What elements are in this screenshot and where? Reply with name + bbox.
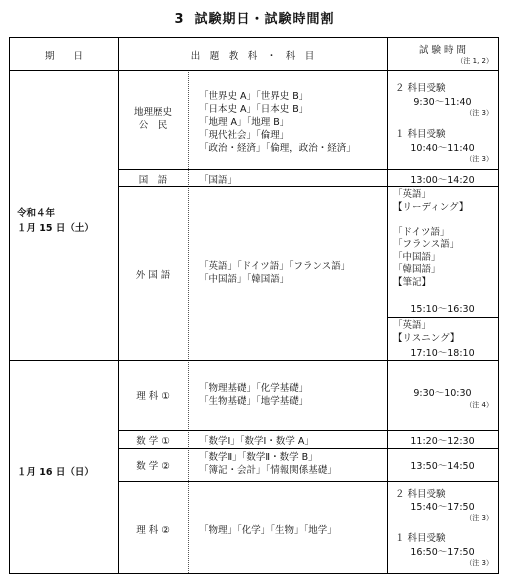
time-rika2-2-note: （注 3）: [465, 514, 493, 522]
subjects-sugaku1: 「数学Ⅰ」「数学Ⅰ・数学 A」: [199, 436, 314, 447]
time-chireki-2: 9:30〜11:40: [413, 97, 472, 108]
time-sugaku2: 13:50〜14:50: [410, 461, 475, 472]
section-number: 3: [174, 12, 185, 27]
time-chireki-1: 10:40〜11:40: [410, 143, 475, 154]
category-kokugo: 国 語: [138, 175, 168, 186]
day1-date: 令和４年 １月 15 日（土）: [17, 208, 94, 234]
category-sugaku1: 数 学 ①: [136, 436, 170, 447]
subjects-gaikokugo: 「英語」「ドイツ語」「フランス語」 「中国語」「韓国語」: [199, 261, 351, 285]
subjects-sugaku2: 「数学Ⅱ」「数学Ⅱ・数学 B」 「簿記・会計」「情報関係基礎」: [199, 452, 337, 476]
section-title: 試験期日・試験時間割: [194, 12, 335, 27]
time-gaikokugo-a: 15:10〜16:30: [410, 304, 475, 315]
schedule-table: [9, 37, 499, 574]
category-rika1: 理 科 ①: [136, 391, 170, 402]
time-rika2-1-label: １ 科目受験: [395, 533, 446, 544]
category-chireki-komin: 地理歴史 公 民: [133, 107, 172, 131]
time-chireki-2-note: （注 3）: [465, 109, 493, 117]
time-rika2-1-note: （注 3）: [465, 559, 493, 567]
subjects-chireki-komin: 「世界史 A」「世界史 B」 「日本史 A」「日本史 B」 「地理 A」「地理 B」 「現代社会」「倫理」 「政治・経済」「倫理，政治・経済」: [199, 91, 356, 154]
time-rika2-1: 16:50〜17:50: [410, 547, 475, 558]
category-gaikokugo: 外 国 語: [135, 270, 171, 281]
time-chireki-1-note: （注 3）: [465, 155, 493, 163]
header-time-note: （注 1, 2）: [456, 57, 493, 65]
category-rika2: 理 科 ②: [136, 525, 170, 536]
time-rika1-note: （注 4）: [465, 401, 493, 409]
time-gaikokugo-b: 17:10〜18:10: [410, 348, 475, 359]
time-rika1: 9:30〜10:30: [413, 388, 472, 399]
subjects-kokugo: 「国語」: [199, 175, 238, 186]
time-gaikokugo-a-lines: 「英語」 【リーディング】 「ドイツ語」 「フランス語」 「中国語」 「韓国語」 【筆記】: [393, 189, 469, 288]
subjects-rika2: 「物理」「化学」「生物」「地学」: [199, 525, 337, 536]
category-sugaku2: 数 学 ②: [136, 461, 170, 472]
time-chireki-1-label: １ 科目受験: [395, 129, 446, 140]
time-rika2-2-label: ２ 科目受験: [395, 489, 446, 500]
day2-date: １月 16 日（日）: [17, 467, 94, 478]
time-chireki-2-label: ２ 科目受験: [395, 83, 446, 94]
subjects-rika1: 「物理基礎」「化学基礎」 「生物基礎」「地学基礎」: [199, 383, 309, 407]
header-subjects: 出 題 教 科 ・ 科 目: [190, 51, 315, 62]
header-time: 試 験 時 間: [418, 45, 467, 56]
time-gaikokugo-b-lines: 「英語」 【リスニング】: [393, 320, 460, 344]
header-date: 期 日: [44, 51, 83, 62]
page-title: [0, 8, 509, 27]
time-rika2-2: 15:40〜17:50: [410, 502, 475, 513]
time-sugaku1: 11:20〜12:30: [410, 436, 475, 447]
time-kokugo: 13:00〜14:20: [410, 175, 475, 186]
